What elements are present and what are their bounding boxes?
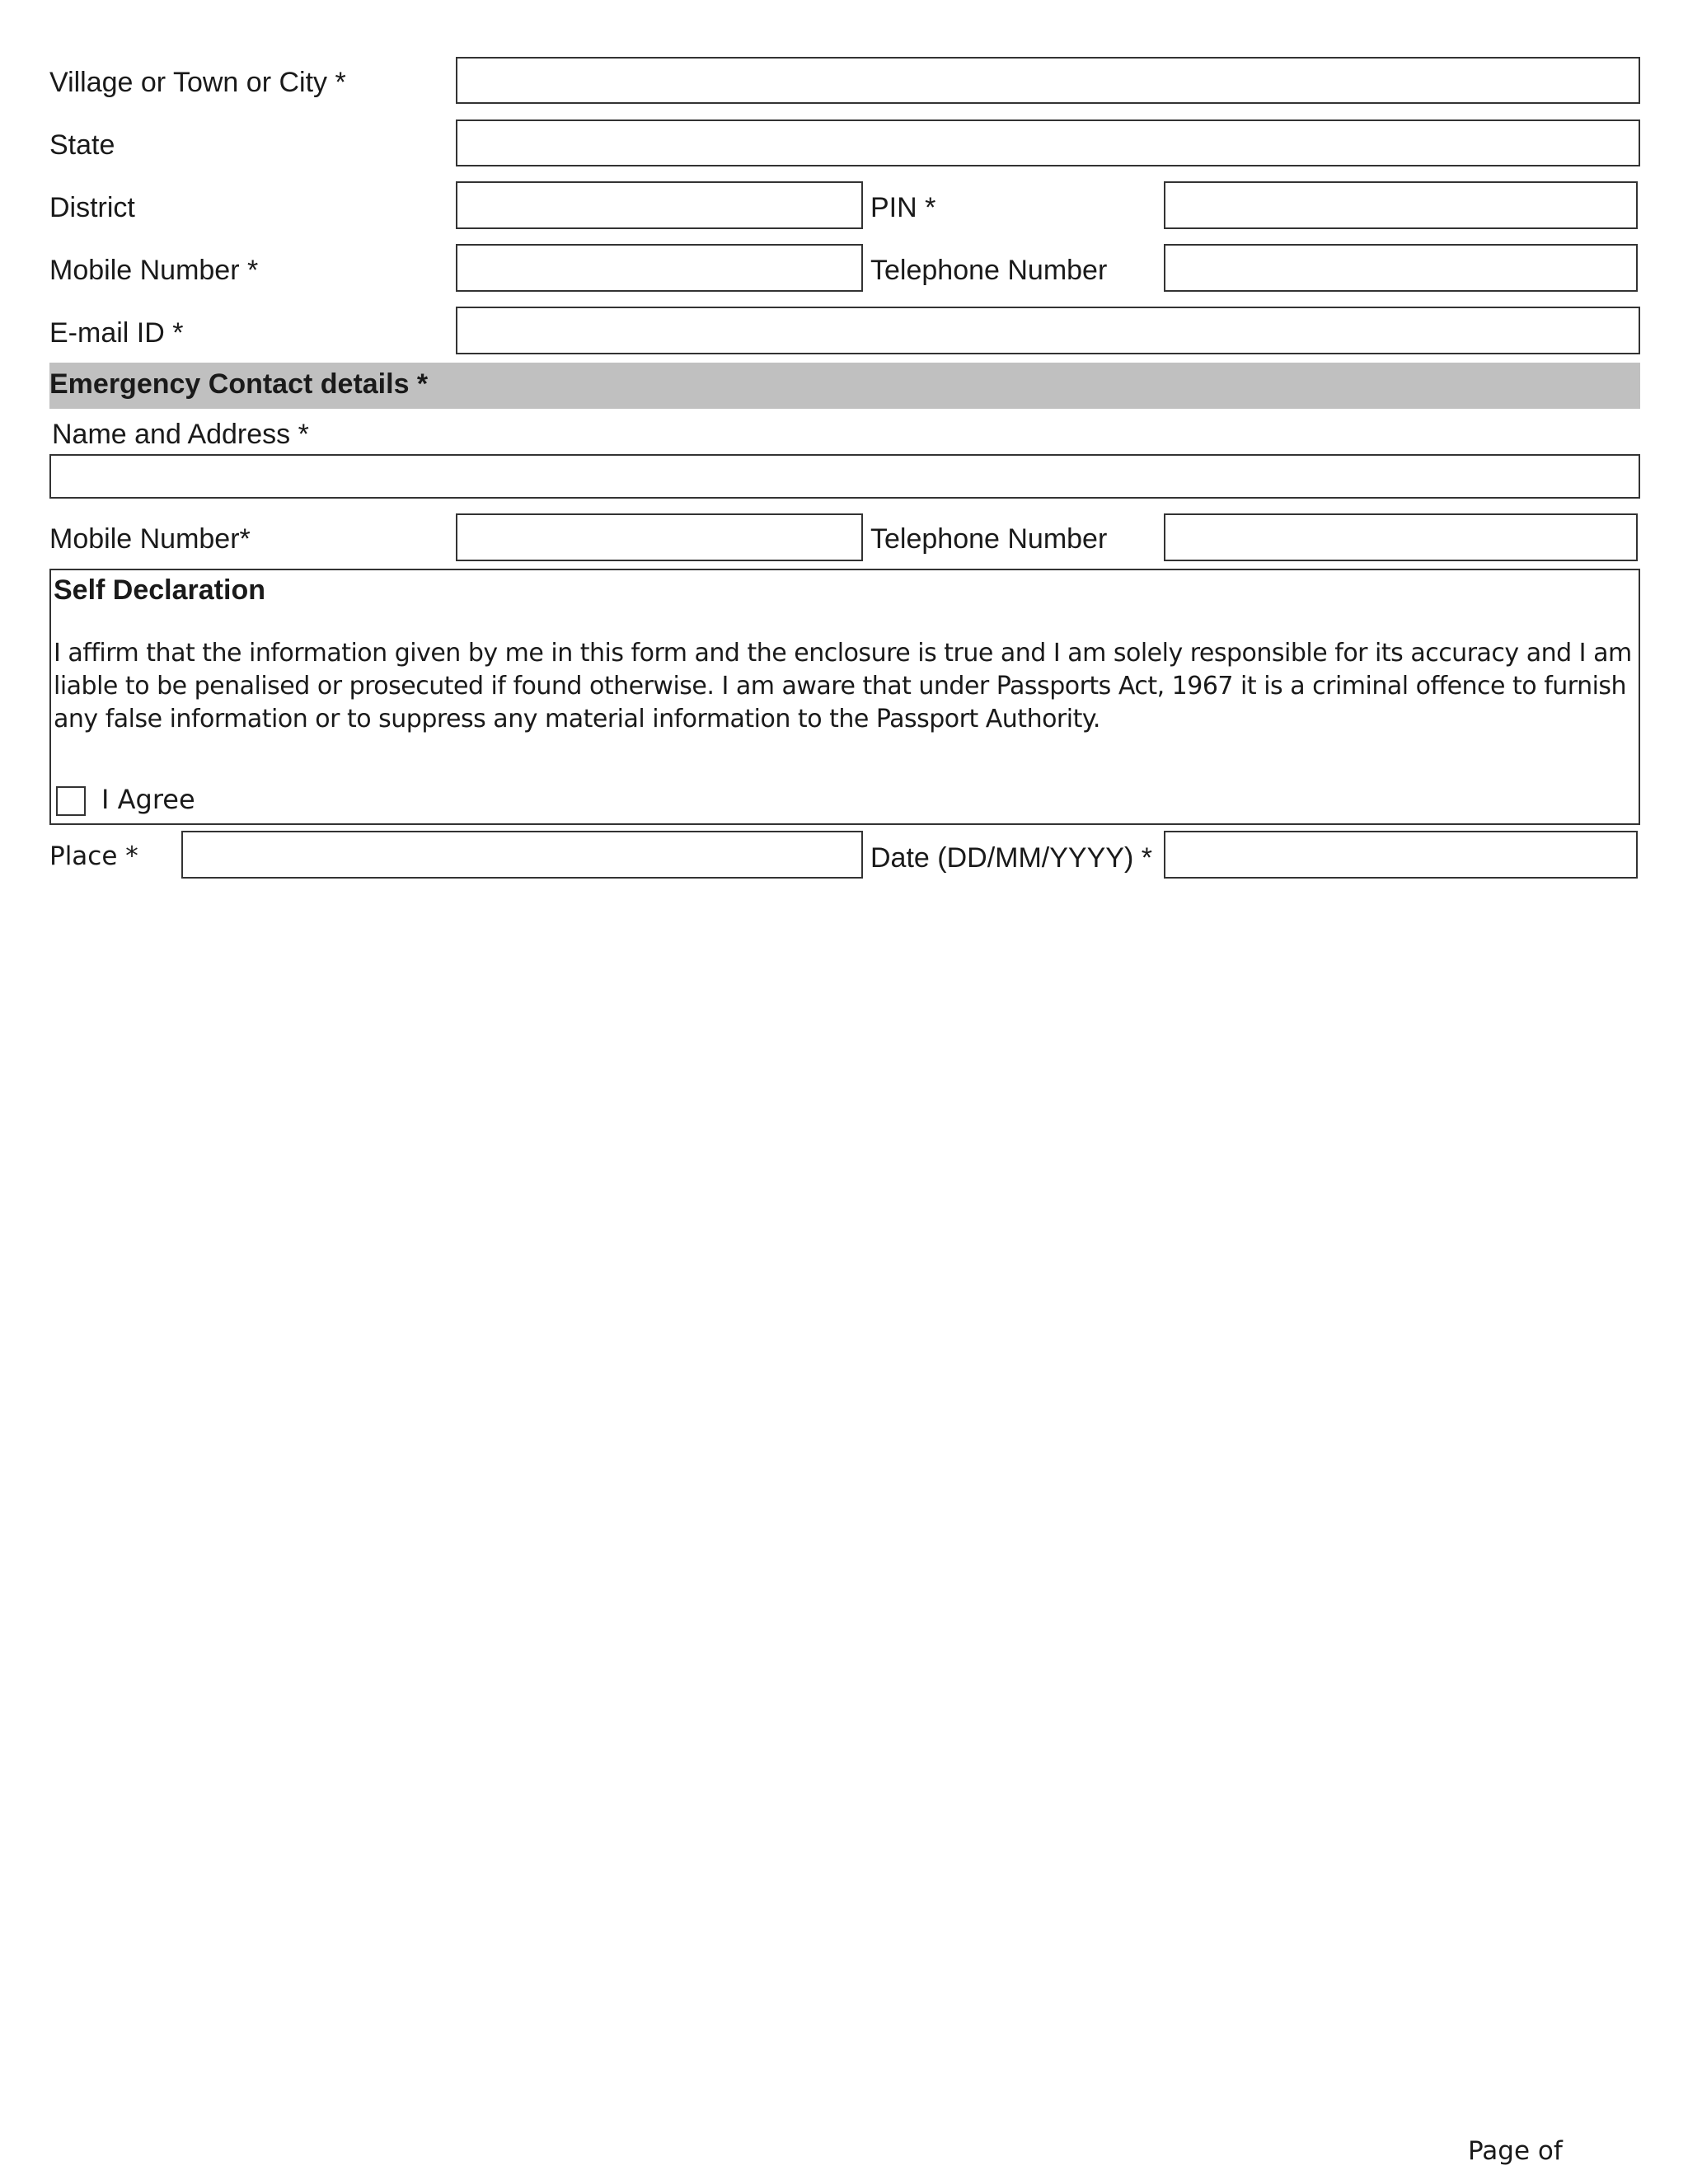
emergency-section-title: Emergency Contact details * (49, 368, 429, 400)
emergency-mobile-input[interactable] (456, 513, 863, 561)
state-input[interactable] (456, 120, 1640, 166)
telephone-label: Telephone Number (870, 255, 1108, 286)
place-input[interactable] (181, 831, 863, 879)
date-input[interactable] (1164, 831, 1638, 879)
emergency-name-address-label: Name and Address * (52, 419, 309, 450)
email-input[interactable] (456, 307, 1640, 354)
self-declaration-text: I affirm that the information given by me in this form and the enclosure is true and I am solely responsible for its accuracy and I am liable to be penalised or prosecuted if found otherwise. I am aware that under Passports Act, 1967 it is a criminal offence to furnish any false information or to suppress any material information to the Passport Authority. (54, 639, 1632, 733)
emergency-telephone-input[interactable] (1164, 513, 1638, 561)
city-label: Village or Town or City * (49, 67, 346, 98)
telephone-input[interactable] (1164, 244, 1638, 292)
page-number-label: Page of (1468, 2136, 1563, 2166)
district-label: District (49, 192, 135, 223)
mobile-label: Mobile Number * (49, 255, 259, 286)
email-label: E-mail ID * (49, 317, 184, 349)
emergency-name-address-input[interactable] (49, 454, 1640, 499)
place-label: Place * (49, 841, 138, 871)
emergency-mobile-label: Mobile Number* (49, 523, 251, 555)
state-label: State (49, 129, 115, 161)
self-declaration-title: Self Declaration (54, 574, 265, 606)
pin-label: PIN * (870, 192, 936, 223)
emergency-telephone-label: Telephone Number (870, 523, 1108, 555)
pin-input[interactable] (1164, 181, 1638, 229)
date-label: Date (DD/MM/YYYY) * (870, 842, 1152, 874)
agree-label: I Agree (101, 784, 195, 815)
agree-checkbox[interactable] (56, 786, 86, 816)
district-input[interactable] (456, 181, 863, 229)
mobile-input[interactable] (456, 244, 863, 292)
city-input[interactable] (456, 57, 1640, 104)
